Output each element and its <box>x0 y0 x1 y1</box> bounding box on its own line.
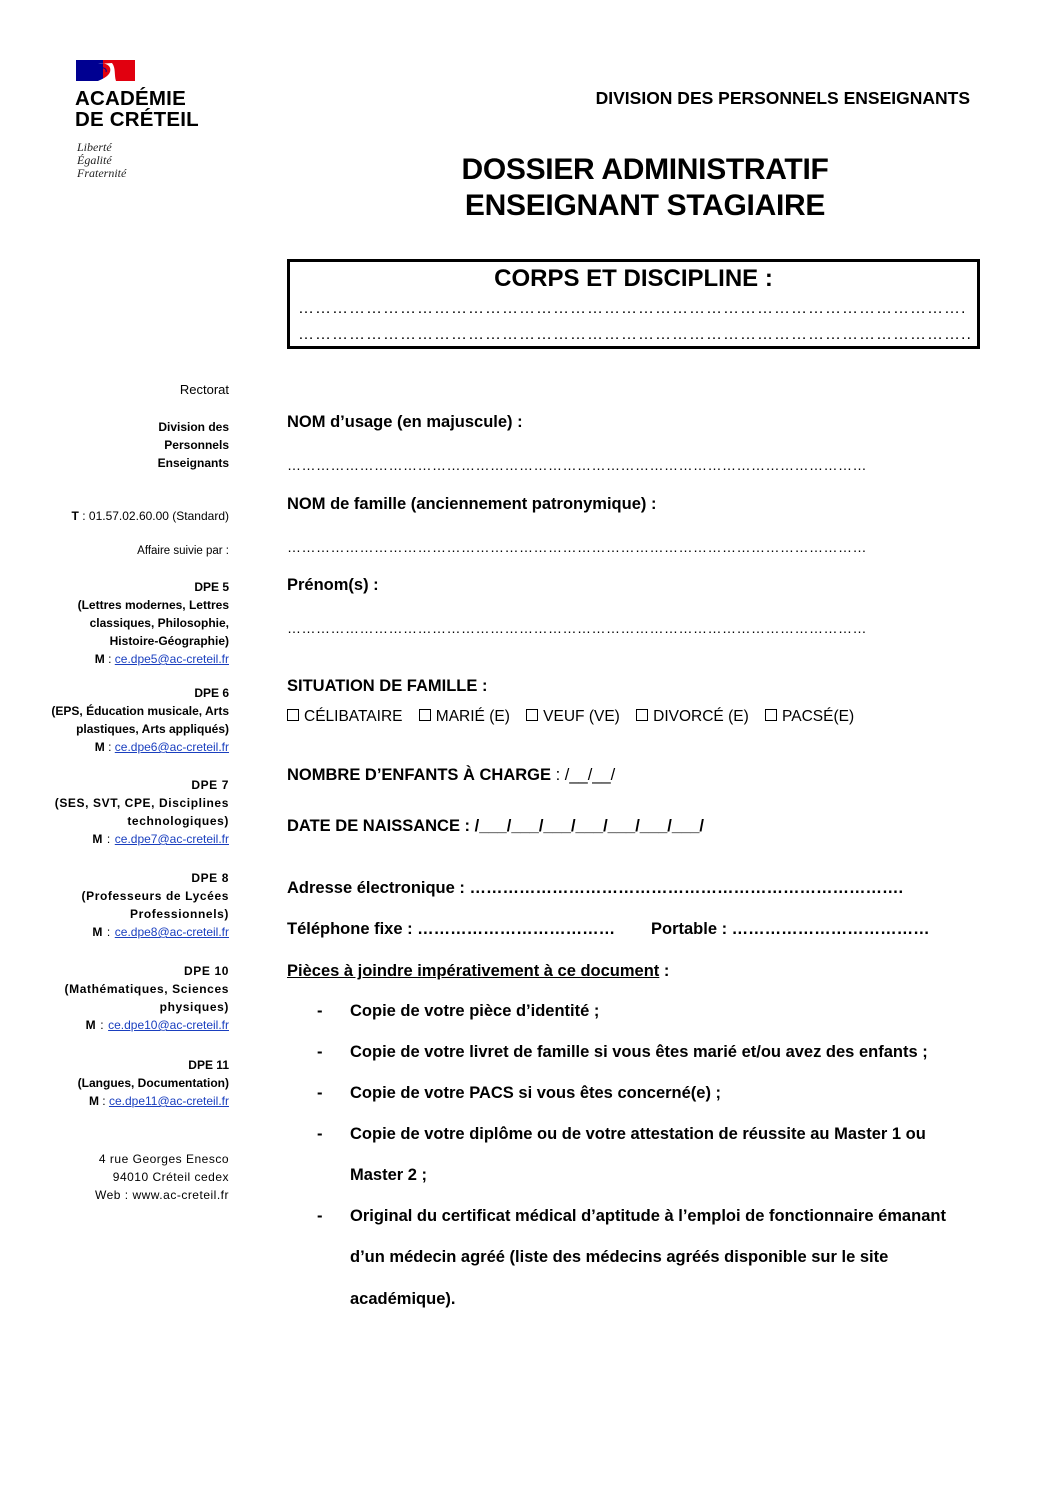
piece-item: Copie de votre pièce d’identité ; <box>350 1002 600 1020</box>
sidebar-dpe-8: DPE 8 (Professeurs de Lycées Professionnels) M : ce.dpe8@ac-creteil.fr <box>81 871 229 939</box>
email-link-dpe8[interactable]: ce.dpe8@ac-creteil.fr <box>114 925 229 939</box>
sidebar-affaire: Affaire suivie par : <box>137 545 229 557</box>
email-link-dpe6[interactable]: ce.dpe6@ac-creteil.fr <box>114 740 229 754</box>
sidebar-telephone: T : 01.57.02.60.00 (Standard) <box>71 509 229 523</box>
bullet-1: - <box>317 1002 323 1020</box>
sidebar-rectorat: Rectorat <box>179 382 229 397</box>
checkbox-pacse[interactable] <box>765 709 777 721</box>
division-heading: DIVISION DES PERSONNELS ENSEIGNANTS <box>595 88 970 108</box>
sidebar-division: Division des Personnels Enseignants <box>157 420 229 470</box>
field-telephone-fixe[interactable]: Téléphone fixe : ……………………………… <box>287 920 616 938</box>
checkbox-divorce[interactable] <box>636 709 648 721</box>
option-divorce[interactable]: DIVORCÉ (E) <box>636 708 749 725</box>
label-nombre-enfants[interactable]: NOMBRE D’ENFANTS À CHARGE : /__/__/ <box>287 766 616 784</box>
option-veuf[interactable]: VEUF (VE) <box>526 708 620 725</box>
sidebar-dpe-11: DPE 11 (Langues, Documentation) M : ce.dpe11@ac-creteil.fr <box>77 1058 229 1108</box>
marianne-logo <box>76 60 135 81</box>
corps-discipline-box <box>287 259 980 349</box>
checkbox-marie[interactable] <box>419 709 431 721</box>
email-link-dpe5[interactable]: ce.dpe5@ac-creteil.fr <box>114 652 229 666</box>
email-link-dpe7[interactable]: ce.dpe7@ac-creteil.fr <box>114 832 229 846</box>
field-nom-famille[interactable]: ………………………………………………………………………………………………………… <box>287 539 867 555</box>
document-title: DOSSIER ADMINISTRATIF ENSEIGNANT STAGIAIRE <box>461 153 829 222</box>
piece-item: Copie de votre livret de famille si vous êtes marié et/ou avez des enfants ; <box>350 1043 928 1061</box>
label-nom-famille: NOM de famille (anciennement patronymique) : <box>287 495 657 513</box>
label-date-naissance[interactable]: DATE DE NAISSANCE : /___/___/___/___/___/___/___/ <box>287 817 705 835</box>
field-adresse-electronique[interactable]: Adresse électronique : ……………………………………………………………………. <box>287 879 904 897</box>
label-nom-usage: NOM d’usage (en majuscule) : <box>287 413 523 431</box>
checkbox-celibataire[interactable] <box>287 709 299 721</box>
pieces-heading: Pièces à joindre impérativement à ce document : <box>287 962 670 980</box>
option-celibataire[interactable]: CÉLIBATAIRE <box>287 708 402 725</box>
bullet-3: - <box>317 1084 323 1102</box>
option-marie[interactable]: MARIÉ (E) <box>419 708 510 725</box>
corps-dots-line-2[interactable]: ……………………………………………………………………………………………………….. <box>298 326 972 343</box>
sidebar-address: 4 rue Georges Enesco 94010 Créteil cedex Web : www.ac-creteil.fr <box>95 1152 229 1202</box>
sidebar-dpe-5: DPE 5 (Lettres modernes, Lettres classiques, Philosophie, Histoire-Géographie) M : ce.dpe5@ac-creteil.fr <box>77 580 229 666</box>
piece-item: Copie de votre diplôme ou de votre attestation de réussite au Master 1 ou <box>350 1125 926 1143</box>
email-link-dpe10[interactable]: ce.dpe10@ac-creteil.fr <box>108 1018 229 1032</box>
checkbox-veuf[interactable] <box>526 709 538 721</box>
label-prenom: Prénom(s) : <box>287 576 379 594</box>
piece-item: Original du certificat médical d’aptitude à l’emploi de fonctionnaire émanant <box>350 1207 946 1225</box>
piece-item-continued: académique). <box>350 1290 456 1308</box>
field-prenom[interactable]: ………………………………………………………………………………………………………… <box>287 620 867 636</box>
label-situation-famille: SITUATION DE FAMILLE : <box>287 677 488 695</box>
corps-dots-line-1[interactable]: ………………………………………………………………………………………………………. <box>298 300 967 317</box>
academie-title: ACADÉMIE DE CRÉTEIL <box>75 87 199 131</box>
piece-item: Copie de votre PACS si vous êtes concerné(e) ; <box>350 1084 722 1102</box>
republic-motto: Liberté Égalité Fraternité <box>77 140 127 180</box>
situation-options <box>287 708 866 726</box>
piece-item-continued: d’un médecin agréé (liste des médecins agréés disponible sur le site <box>350 1248 889 1266</box>
email-link-dpe11[interactable]: ce.dpe11@ac-creteil.fr <box>108 1094 229 1108</box>
piece-item-continued: Master 2 ; <box>350 1166 428 1184</box>
field-nom-usage[interactable]: ………………………………………………………………………………………………………… <box>287 457 867 473</box>
bullet-5: - <box>317 1207 323 1225</box>
sidebar-dpe-7: DPE 7 (SES, SVT, CPE, Disciplines technologiques) M : ce.dpe7@ac-creteil.fr <box>54 778 229 846</box>
option-pacse[interactable]: PACSÉ(E) <box>765 708 854 725</box>
sidebar-dpe-10: DPE 10 (Mathématiques, Sciences physiques) M : ce.dpe10@ac-creteil.fr <box>64 964 229 1032</box>
corps-title: CORPS ET DISCIPLINE : <box>494 265 773 292</box>
bullet-4: - <box>317 1125 323 1143</box>
field-portable[interactable]: Portable : ……………………………… <box>651 920 930 938</box>
bullet-2: - <box>317 1043 323 1061</box>
sidebar-dpe-6: DPE 6 (EPS, Éducation musicale, Arts plastiques, Arts appliqués) M : ce.dpe6@ac-creteil.fr <box>51 686 229 754</box>
